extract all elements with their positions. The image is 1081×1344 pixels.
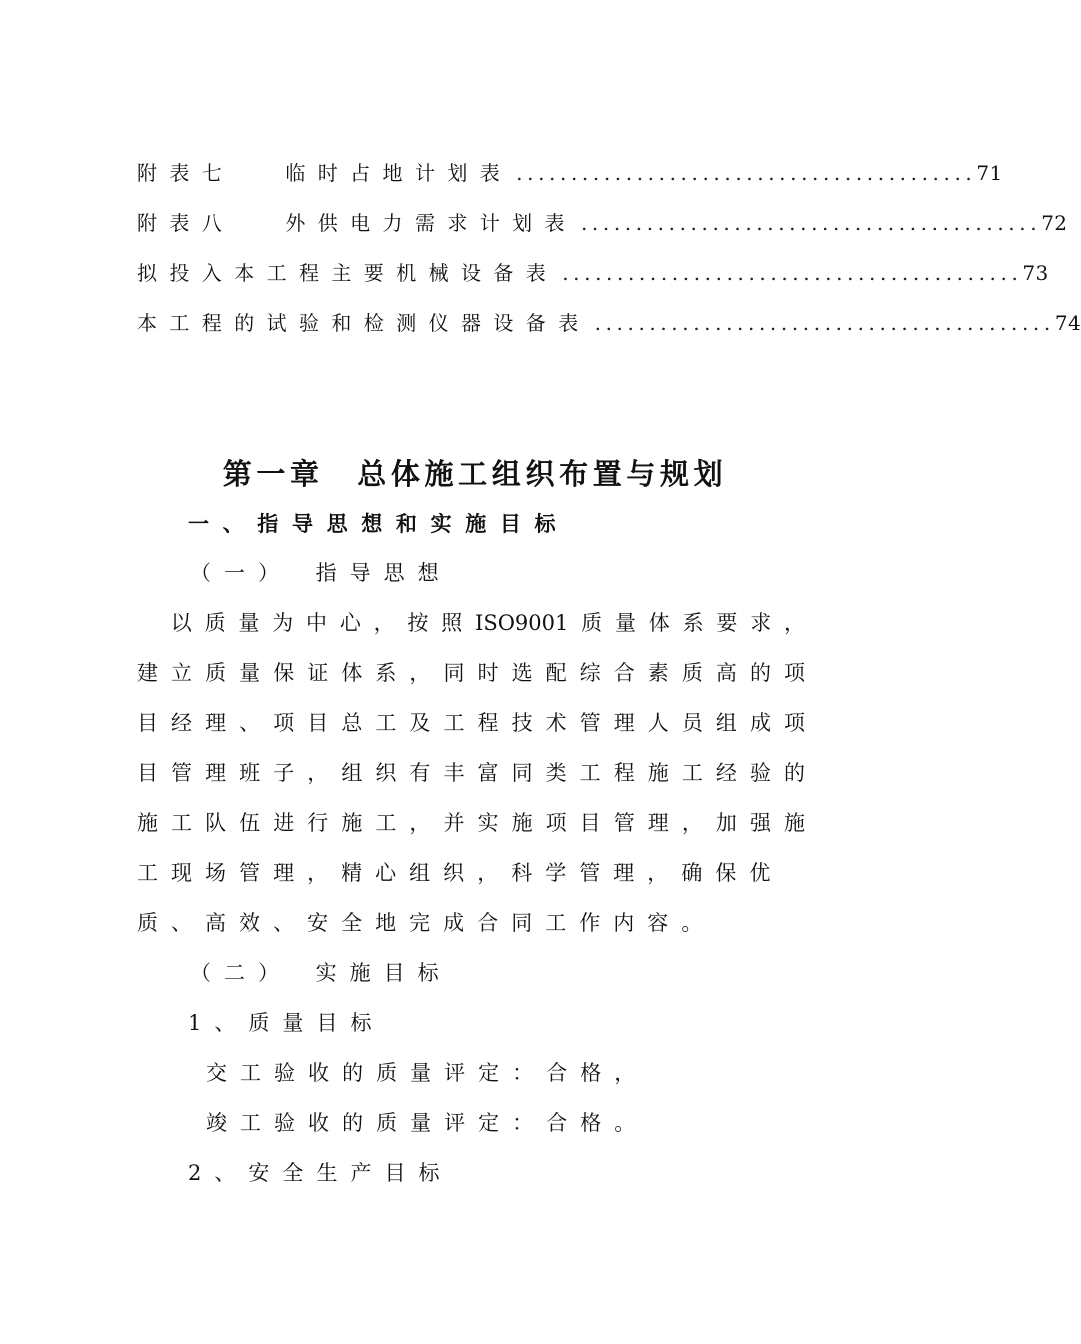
list-item-heading: 1、质量目标 bbox=[188, 1011, 385, 1035]
list-item-heading: 2、安全生产目标 bbox=[188, 1161, 453, 1185]
paragraph-line: 目管理班子，组织有丰富同类工程施工经验的 bbox=[137, 761, 805, 785]
toc-entry[interactable] bbox=[137, 256, 1049, 290]
toc-entry[interactable] bbox=[137, 306, 1081, 340]
toc-entry-label: 附表七 临时占地计划表 bbox=[137, 161, 513, 185]
toc-entry[interactable] bbox=[137, 156, 1003, 190]
toc-entry-label: 本工程的试验和检测仪器设备表 bbox=[137, 311, 591, 335]
toc-leader-dots: .......................................... bbox=[594, 311, 1055, 335]
toc-page-number: 71 bbox=[976, 161, 1003, 185]
paragraph-line: 工现场管理，精心组织，科学管理，确保优 bbox=[137, 861, 784, 885]
list-item-line: 交工验收的质量评定：合格， bbox=[206, 1061, 649, 1085]
paragraph-line: 施工队伍进行施工，并实施项目管理，加强施 bbox=[137, 811, 805, 835]
subsection-heading: （二） 实施目标 bbox=[190, 961, 452, 985]
paragraph-line: 质、高效、安全地完成合同工作内容。 bbox=[137, 911, 716, 935]
paragraph-line: 目经理、项目总工及工程技术管理人员组成项 bbox=[137, 711, 805, 735]
toc-entry-label: 拟投入本工程主要机械设备表 bbox=[137, 261, 559, 285]
list-item-line: 竣工验收的质量评定：合格。 bbox=[206, 1111, 649, 1135]
toc-leader-dots: .......................................... bbox=[562, 261, 1023, 285]
toc-entry[interactable] bbox=[137, 206, 1068, 240]
chapter-title: 第一章 总体施工组织布置与规划 bbox=[222, 457, 728, 491]
toc-page-number: 72 bbox=[1041, 211, 1068, 235]
toc-leader-dots: .......................................... bbox=[580, 211, 1042, 235]
toc-page-number: 74 bbox=[1054, 311, 1081, 335]
section-heading: 一、指导思想和实施目标 bbox=[188, 511, 570, 536]
paragraph-line: 以质量为中心，按照ISO9001质量体系要求， bbox=[137, 611, 805, 635]
paragraph-line: 建立质量保证体系，同时选配综合素质高的项 bbox=[137, 661, 805, 685]
subsection-heading: （一） 指导思想 bbox=[190, 561, 452, 585]
toc-entry-label: 附表八 外供电力需求计划表 bbox=[137, 211, 577, 235]
toc-leader-dots: .......................................... bbox=[516, 161, 977, 185]
toc-page-number: 73 bbox=[1022, 261, 1049, 285]
